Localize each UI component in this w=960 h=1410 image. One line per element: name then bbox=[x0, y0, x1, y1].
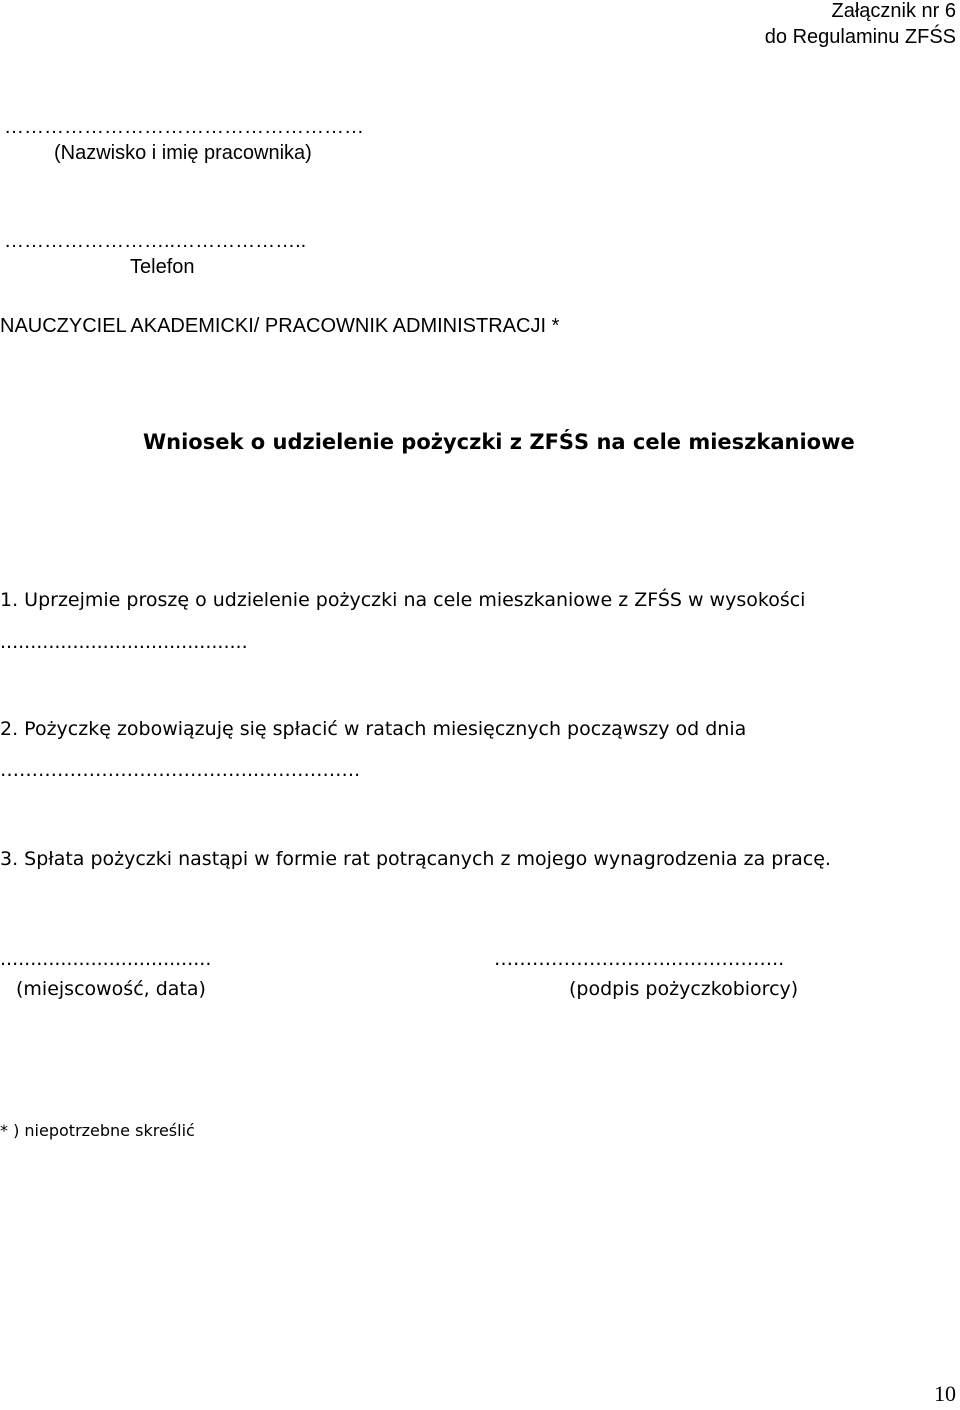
regulation-reference: do Regulaminu ZFŚS bbox=[764, 26, 956, 48]
employee-category: NAUCZYCIEL AKADEMICKI/ PRACOWNIK ADMINISTRACJI * bbox=[0, 315, 560, 337]
point-2-text: 2. Pożyczkę zobowiązuję się spłacić w ratach miesięcznych począwszy od dnia bbox=[0, 718, 747, 740]
signature-field: ………………………..…………….. bbox=[494, 948, 785, 970]
page-number: 10 bbox=[934, 1381, 956, 1406]
attachment-number: Załącznik nr 6 bbox=[831, 0, 956, 22]
point-3-text: 3. Spłata pożyczki nastąpi w formie rat potrącanych z mojego wynagrodzenia za pracę. bbox=[0, 848, 831, 870]
footnote: * ) niepotrzebne skreślić bbox=[0, 1121, 195, 1140]
point-1-text: 1. Uprzejmie proszę o udzielenie pożyczki na cele mieszkaniowe z ZFŚS w wysokości bbox=[0, 589, 806, 611]
phone-label: Telefon bbox=[130, 256, 195, 278]
employee-name-label: (Nazwisko i imię pracownika) bbox=[54, 142, 312, 164]
point-2-date-field: …………………………………..……………. bbox=[0, 759, 361, 781]
place-date-label: (miejscowość, data) bbox=[16, 978, 206, 1000]
place-date-field: ................................... bbox=[0, 948, 212, 970]
employee-name-field: ……………………………………………… bbox=[4, 116, 364, 138]
point-1-amount-field: ......................................... bbox=[0, 631, 248, 653]
document-title: Wniosek o udzielenie pożyczki z ZFŚS na cele mieszkaniowe bbox=[143, 430, 855, 454]
signature-label: (podpis pożyczkobiorcy) bbox=[569, 978, 799, 1000]
phone-field: ……………………..……………….. bbox=[4, 230, 307, 252]
